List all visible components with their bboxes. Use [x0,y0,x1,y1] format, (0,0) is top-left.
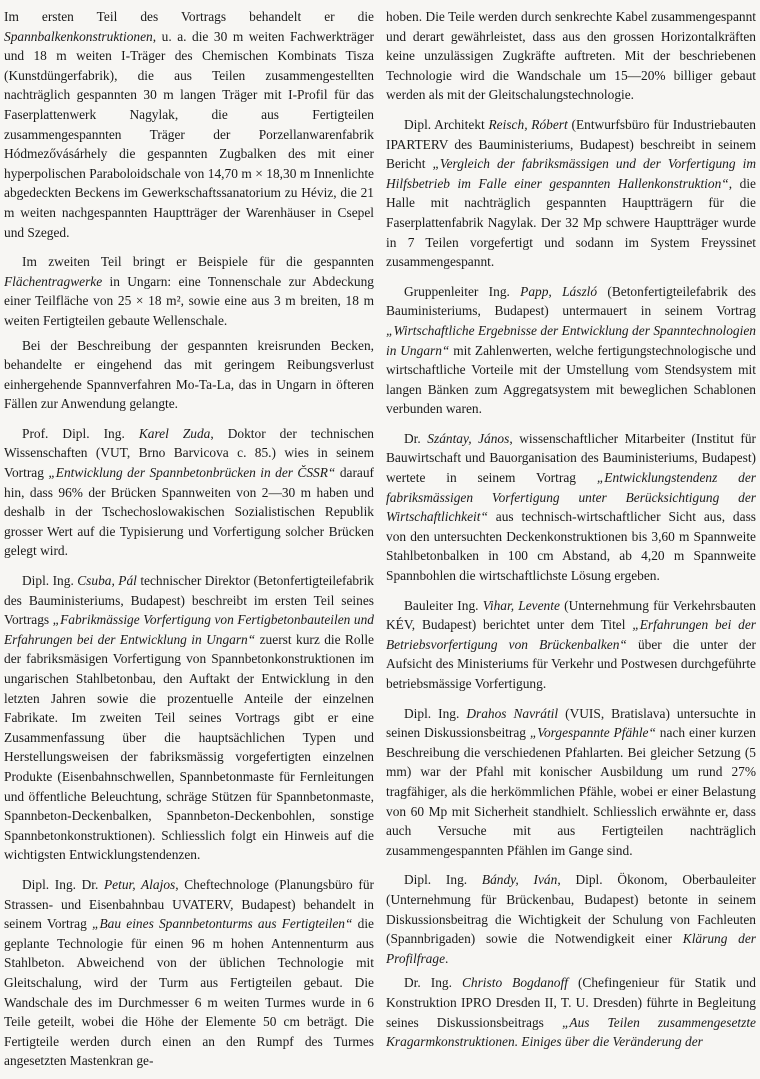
paragraph [386,596,756,694]
paragraph [4,875,374,1071]
text: Dipl. Ing. Dr. [22,876,104,892]
right-column [386,7,756,1079]
lecture-title: „Wirtschaftliche Ergebnisse der Entwicklung der Spanntechnologien in Ungarn“ [386,322,756,358]
lecture-title: „Vergleich der fabriksmässigen und der Vorfertigung im Hilfsbetrieb im Falle einer gespannten Hallenkonstruktion“ [386,156,756,191]
person-name: Christo Bogdanoff [461,975,568,991]
text: Bauleiter Ing. [404,597,483,613]
text: (Chefingenieur für Statik und Konstruktion IPRO Dresden II, T. U. Dresden) führte in Begleitung seines Diskussionsbeitrags [386,975,756,1030]
text: Prof. Dipl. Ing. [22,425,139,441]
lecture-title: „Erfahrungen bei der Betriebsvorfertigung von Brückenbalken“ [386,617,756,652]
emphasis: Flächentragwerke [4,273,103,289]
person-name: Petur, Alajos [104,876,176,892]
text: aus technisch-wirtschaftlicher Sicht aus, dass von den untersuchten Deckenkonstruktionen bis 3,60 m Spannweite Stahlbetonbalken in 100 cm Abstand, ab 4,20 m Spannweite Spannbohlen die wirtschaftlichste Lösung ergeben. [386,509,756,584]
text: (Betonfertigteilefabrik des Bauministeriums, Budapest) untermauert in seinem Vortrag [386,283,756,319]
paragraph [386,429,756,586]
lecture-title: „Entwicklungstendenz der fabriksmässigen Vorfertigung unter Berücksichtigung der Wirtschaftlichkeit“ [386,470,756,525]
text: in Ungarn: eine Tonnenschale zur Abdeckung einer Teilfläche von 25 × 18 m², sowie eine aus 3 m breiten, 18 m weiten Fertigteilen gebaute Wellenschale. [4,273,374,328]
text: darauf hin, dass 96% der Brücken Spannweiten von 2—30 m haben und deshalb in der Tschechoslowakischen Sozialistischen Republik grosser Wert auf die Typisierung und Vorfertigung solcher Brücken gelegt wird. [4,465,374,559]
text: Dipl. Architekt [404,116,489,132]
paragraph [4,424,374,561]
text: , die Halle mit nachträglich gespannten Hauptträgern für die Faserplattenfabrik Nagylak. Der 32 Mp schwere Hauptträger wurde in 7 Teilen vorgefertigt und sodann im System Freyssinet zusammengespannt. [386,175,756,270]
text: Dr. Ing. [404,975,462,991]
text: (Entwurfsbüro für Industriebauten IPARTERV des Bauministeriums, Budapest) beschreibt in seinem Bericht [386,116,756,172]
paragraph [386,704,756,861]
lecture-title: „Aus Teilen zusammengesetzte Kragarmkonstruktionen. Einiges über die Veränderung der [386,1014,756,1050]
lecture-title: „Entwicklung der Spannbetonbrücken in der ČSSR“ [48,465,336,481]
text: Dr. [404,430,428,446]
text: (VUIS, Bratislava) untersuchte in seinen Diskussionsbeitrag [386,705,756,741]
paragraph [386,282,756,419]
text: , wissenschaftlicher Mitarbeiter (Institut für Bauwirtschaft und Bauorganisation des Bauministeriums, Budapest) wertete in seinem Vortrag [386,430,756,486]
paragraph [386,973,756,1051]
person-name: Drahos Navrátil [466,705,559,721]
text: Dipl. Ing. [404,705,467,721]
paragraph [4,571,374,865]
paragraph [386,115,756,272]
text: Dipl. Ing. [22,573,78,589]
text: Gruppenleiter Ing. [404,283,521,299]
text: Bei der Beschreibung der gespannten kreisrunden Becken, behandelte er eingehend das mit geringem Reibungsverlust einhergehende Spannverfahren Mo-Ta-La, das in Ungarn in öfteren Fällen zur Anwendung gelangte. [4,337,374,412]
text: Dipl. Ing. [404,872,482,888]
text: technischer Direktor (Betonfertigteilefabrik des Bauministeriums, Budapest) beschreibt im ersten Teil seines Vortrags [4,573,374,628]
lecture-title: „Bau eines Spannbetonturms aus Fertigteilen“ [92,916,353,932]
text: , Cheftechnologe (Planungsbüro für Strassen- und Eisenbahnbau UVATERV, Budapest) behandelt in seinem Vortrag [4,876,374,932]
text: , Doktor der technischen Wissenschaften (VUT, Brno Barvicova c. 85.) wies in seinem Vortrag [4,425,374,481]
paragraph [4,7,374,242]
text: . [445,950,449,966]
person-name: Csuba, Pál [77,573,137,589]
person-name: Reisch, Róbert [488,116,568,132]
person-name: Bándy, Iván [481,872,558,888]
person-name: Vihar, Levente [482,597,560,613]
person-name: Karel Zuda [138,425,211,441]
paragraph [4,336,374,414]
person-name: Papp, László [520,283,598,299]
text: Im zweiten Teil bringt er Beispiele für die gespannten [22,254,374,270]
person-name: Szántay, János [427,430,510,446]
emphasis: Spannbalkenkonstruktionen [4,28,153,44]
emphasis: Klärung der Profilfrage [386,931,756,966]
text: , u. a. die 30 m weiten Fachwerkträger und 18 m weiten I-Träger des Chemischen Kombinats Tisza (Kunstdüngerfabrik), die aus Teilen zusammengestellten nachträglich gespannten 30 m langen Träger mit I-Profil für das Faserplattenwerk Nagylak, die aus Fertigteilen zusammengespannten Träger der Porzellanwarenfabrik Hódmezővásárhely die gespannten Zugbalken des mit einer hyperpolischen Paraboloidschale von 14,70 m × 18,30 m Innenlichte abgedeckten Beckens im Gewerkschaftssanatorium zu Héviz, die 21 m weiten nachgespannten Hauptträger der Warenhäuser in Csepel und Szeged. [4,28,374,240]
text: nach einer kurzen Beschreibung die verschiedenen Pfahlarten. Bei gleicher Setzung (5 mm) war der Pfahl mit konischer Ausbildung um rund 27% tragfähiger, als die herkömmlichen Pfähle, wobei er einer Belastung von 60 Mp mit Sicherheit standhielt. Schliesslich erwähnte er, dass auch Versuche mit aus Fertigteilen nachträglich zusammengespannten Pfählen im Gange sind. [386,725,756,858]
lecture-title: „Fabrikmässige Vorfertigung von Fertigbetonbauteilen und Erfahrungen bei der Entwicklung in Ungarn“ [4,612,374,647]
text: zuerst kurz die Rolle der fabriksmäsigen Vorfertigung von Spannbetonkonstruktionen im ungarischen Stahlbetonbau, den Auftakt der Entwicklung in den letzten Jahren sowie die prozentuelle Anteile der einzelnen Fabrikate. Im zweiten Teil seines Vortrags gibt er eine Zusammenfassung über die hauptsächlichen Typen und Herstellungsweisen der fabriksmässig vorgefertigten einzelnen Produkte (Eisenbahnschwellen, Spannbetonmaste für Fernleitungen und öffentliche Beleuchtung, schräge Stützen für Spannbetonmaste, Spannbeton-Deckenbalken, Spannbeton-Deckenbohlen, sonstige Spannbetonkonstruktionen). Schliesslich folgt ein Hinweis auf die wichtigsten Entwicklungstendenzen. [4,631,374,863]
text: (Unternehmung für Verkehrsbauten KÉV, Budapest) berichtet unter dem Titel [386,597,756,633]
lecture-title: „Vorgespannte Pfähle“ [529,725,656,741]
text: hoben. Die Teile werden durch senkrechte Kabel zusammengespannt und derart gewährleistet, dass aus den grossen Horizontalkräften keine unzulässigen Zugkräfte auftreten. Mit der beschriebenen Technologie wird die Wandschale um 15—20% billiger gebaut werden als mit der Gleitschalungstechnologie. [386,9,756,103]
text: mit Zahlenwerten, welche fertigungstechnologische und wirtschaftliche Vorteile mit der Umstellung vom Stendsystem mit langen Bänken zum Aggregatsystem mit beweglichen Schablonen verbunden waren. [386,342,756,417]
paragraph [4,252,374,330]
text: Im ersten Teil des Vortrags behandelt er die [4,9,374,24]
left-column [4,7,374,1079]
text: , Dipl. Ökonom, Oberbauleiter (Unternehmung für Brückenbau, Budapest) betonte in seinem Diskussionsbeitrag die Wichtigkeit der Schulung von Fachleuten (Spannbrigaden) sowie die Notwendigkeit einer [386,872,756,947]
text: über die unter der Aufsicht des Ministeriums für Verkehr und Postwesen durchgeführte betriebsmässige Vorfertigung. [386,636,756,691]
paragraph [386,7,756,105]
paragraph [386,870,756,968]
text: die geplante Technologie für einen 96 m hohen Antennenturm aus Stahlbeton. Abweichend von der üblichen Technologie mit Gleitschalung, wird der Turm aus Fertigteilen gebaut. Die Wandschale des im Durchmesser 6 m weiten Turmes wurde in 6 Teile geteilt, wobei die Höhe der Elemente 50 cm beträgt. Die Fertigteile werden durch einen an den Rumpf des Turmes angesetzten Mastenkran ge- [4,916,374,1069]
